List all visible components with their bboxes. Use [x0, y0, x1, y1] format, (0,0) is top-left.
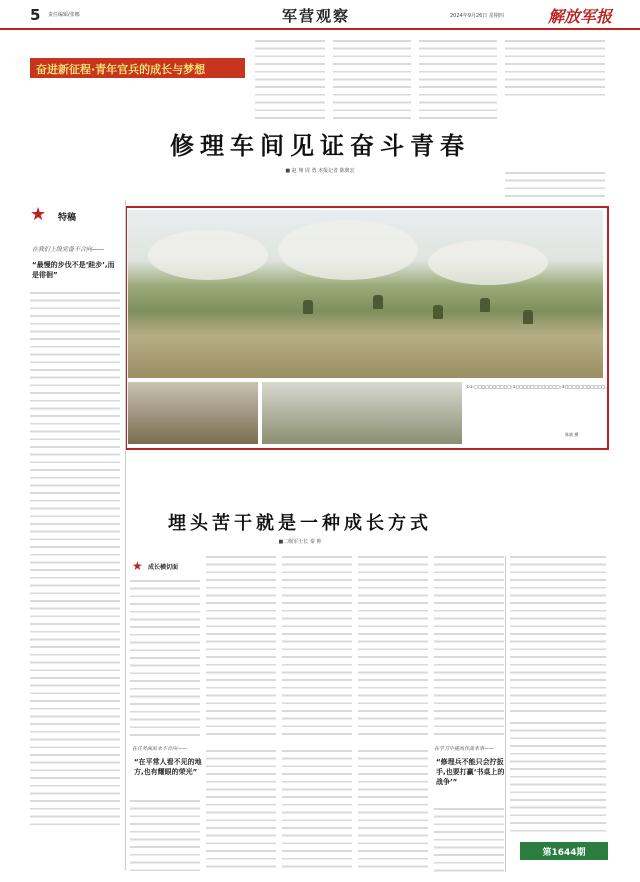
body-text-column [282, 750, 352, 872]
column-banner [30, 58, 245, 78]
issue-number: 第1644期 [542, 848, 586, 858]
column-divider [505, 556, 506, 872]
issue-badge [520, 842, 608, 860]
body-text-column [505, 40, 605, 96]
feature-label [30, 206, 100, 226]
column-subtitle: 成长横切面 [148, 564, 179, 571]
article2-quote: “在平常人看不见的地方,也有耀眼的荣光” [134, 758, 202, 776]
article-byline: ■ 赵 翔 周 勇 本报记者 陈典宏 [285, 168, 355, 174]
editor-line: 责任编辑/张娜 [48, 12, 80, 18]
body-text-column [130, 800, 200, 872]
body-text-column [206, 556, 276, 740]
photo-training [262, 382, 462, 444]
body-text-column [30, 292, 120, 830]
issue-date: 2024年9月26日 星期四 [450, 13, 504, 19]
page-header [0, 0, 640, 30]
body-text-column [434, 808, 504, 872]
article-headline: 修理车间见证奋斗青春 [170, 132, 470, 160]
section-intro: 在任务面前永不合向—— [132, 746, 188, 752]
body-text-column [255, 40, 325, 120]
photo-mechanic [128, 382, 258, 444]
newspaper-logo: 解放军报 [548, 7, 613, 26]
body-text-column [130, 580, 200, 740]
page-number: 5 [30, 6, 41, 24]
body-text-column [358, 750, 428, 872]
body-text-column [434, 556, 504, 740]
photo-credit: 陈斌 摄 [565, 432, 579, 437]
article2-byline: ■二级军士长 秦 帅 [278, 539, 322, 545]
body-text-column [282, 556, 352, 740]
section-title: 军营观察 [282, 7, 351, 25]
feature-intro: 在我们上级完备不合向—— [32, 246, 105, 253]
body-text-column [510, 556, 606, 716]
feature-quote: “最慢的步伐不是‘跬步’,而是徘徊” [32, 261, 115, 279]
column-banner-text: 奋进新征程·青年官兵的成长与梦想 [36, 63, 206, 76]
article2-headline: 埋头苦干就是一种成长方式 [168, 513, 432, 534]
side-quote: “修理兵不能只会拧扳手,也要打赢‘书桌上的战争’” [436, 758, 505, 786]
body-text-column [206, 750, 276, 872]
body-text-column [510, 722, 606, 836]
feature-label-text: 特稿 [58, 213, 77, 223]
body-text-column [358, 556, 428, 740]
body-text-column [333, 40, 411, 120]
side-intro: 在学习中提高作战本事—— [434, 746, 495, 752]
body-text-column [419, 40, 497, 120]
star-icon: ★ [132, 559, 143, 573]
column-divider [125, 200, 126, 870]
body-text-column [505, 172, 605, 202]
main-photo [128, 210, 603, 378]
photo-caption: ①①:□□□□□□□□□□;②□□□□□□□□□□□□;③□□□□□□□□□□□。 [466, 384, 610, 389]
star-icon: ★ [30, 204, 47, 225]
